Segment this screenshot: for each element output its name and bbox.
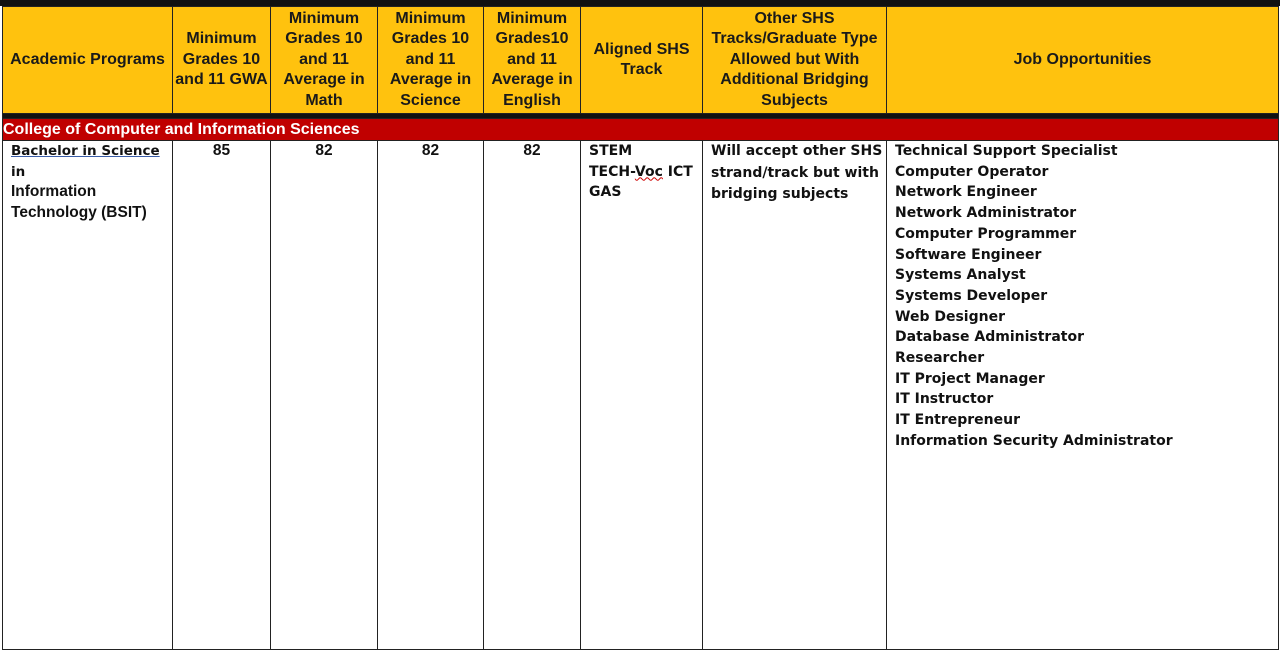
job-item: Web Designer (895, 308, 1005, 325)
track-techvoc-a: TECH- (589, 163, 635, 180)
job-item: Systems Analyst (895, 267, 1026, 284)
job-item: Information Security Administrator (895, 432, 1173, 449)
gwa-value: 85 (173, 141, 271, 650)
job-item: Network Engineer (895, 184, 1037, 201)
header-min-science: Minimum Grades 10 and 11 Average in Science (378, 7, 484, 114)
program-name-rest: Information Technology (BSIT) (11, 183, 147, 222)
college-name: College of Computer and Information Sciences (3, 119, 1279, 141)
header-academic-programs: Academic Programs (3, 7, 173, 114)
header-min-english: Minimum Grades10 and 11 Average in English (484, 7, 581, 114)
track-techvoc-b: Voc (634, 163, 663, 180)
job-item: Database Administrator (895, 329, 1084, 346)
job-item: Network Administrator (895, 205, 1077, 222)
job-opportunities-cell (887, 141, 1279, 650)
job-list (895, 141, 1278, 452)
program-name-in: in (11, 163, 26, 180)
track-techvoc (589, 162, 702, 183)
job-item: Software Engineer (895, 246, 1042, 263)
job-item: Researcher (895, 350, 985, 367)
header-min-gwa: Minimum Grades 10 and 11 GWA (173, 7, 271, 114)
track-gas: GAS (589, 184, 622, 201)
job-item: Computer Operator (895, 163, 1049, 180)
header-min-math: Minimum Grades 10 and 11 Average in Math (271, 7, 378, 114)
program-name-cell (3, 141, 173, 650)
header-other-tracks: Other SHS Tracks/Graduate Type Allowed but With Additional Bridging Subjects (703, 7, 887, 114)
track-techvoc-c: ICT (662, 163, 693, 180)
track-stem: STEM (589, 143, 633, 159)
job-item: IT Entrepreneur (895, 412, 1021, 429)
job-item: Computer Programmer (895, 225, 1077, 242)
header-aligned-track: Aligned SHS Track (581, 7, 703, 114)
program-row (3, 141, 1279, 650)
science-value: 82 (378, 141, 484, 650)
math-value: 82 (271, 141, 378, 650)
job-item: Technical Support Specialist (895, 143, 1118, 159)
english-value: 82 (484, 141, 581, 650)
admission-requirements-table (2, 6, 1279, 650)
header-row (3, 7, 1279, 114)
aligned-track-cell (581, 141, 703, 650)
program-name-link: Bachelor in Science (11, 143, 160, 159)
header-job-opportunities: Job Opportunities (887, 7, 1279, 114)
other-tracks-cell: Will accept other SHS strand/track but with bridging subjects (703, 141, 887, 650)
job-item: Systems Developer (895, 287, 1048, 304)
college-row (3, 119, 1279, 141)
job-item: IT Instructor (895, 391, 994, 408)
job-item: IT Project Manager (895, 370, 1045, 387)
